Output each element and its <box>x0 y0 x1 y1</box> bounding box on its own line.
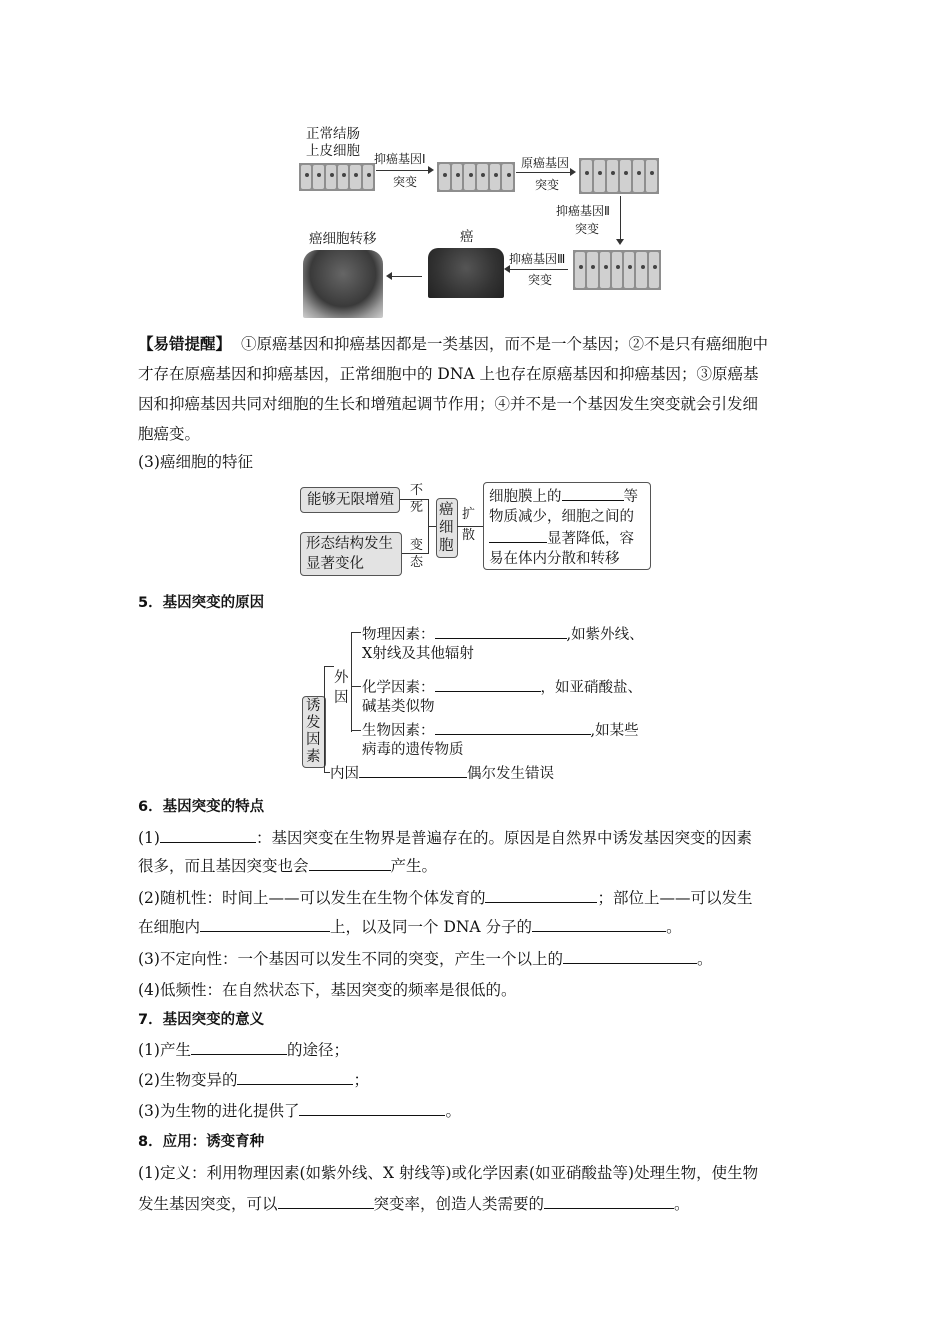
s6-l3a: (2)随机性：时间上——可以发生在生物个体发育的 <box>138 889 486 907</box>
normal-cell-label-line1: 正常结肠 <box>306 126 360 142</box>
tip-line-1 <box>138 334 768 354</box>
fill-blank[interactable] <box>278 1194 374 1209</box>
s7-l1a: (1)产生 <box>138 1041 191 1059</box>
fill-blank[interactable] <box>485 888 597 903</box>
fill-blank[interactable] <box>532 917 666 932</box>
s6-l4a: 在细胞内 <box>138 918 201 936</box>
connector-line <box>351 632 361 633</box>
root-char-2: 发 <box>306 715 321 731</box>
s7-line3 <box>138 1101 461 1121</box>
arrow-step4 <box>510 269 568 270</box>
mutated-cells-image-3 <box>573 250 661 290</box>
cancer-label: 癌 <box>460 229 474 245</box>
s8-l2b: 突变率，创造人类需要的 <box>373 1195 545 1213</box>
root-box <box>302 696 326 768</box>
tip-line-3: 因和抑癌基因共同对细胞的生长和增殖起调节作用；④并不是一个基因发生突变就会引发细 <box>138 395 759 413</box>
physical-a: 物理因素： <box>362 627 435 643</box>
feature-label-1b: 死 <box>410 500 424 515</box>
biological-b: ,如某些 <box>590 723 639 739</box>
feature-box-2-line2: 显著变化 <box>306 556 364 572</box>
feature-label-1a: 不 <box>410 483 424 498</box>
chemical-line1 <box>362 677 642 698</box>
section7-title: 7．基因突变的意义 <box>138 1012 265 1028</box>
internal-tail: 偶尔发生错误 <box>467 766 554 782</box>
s7-l1b: 的途径； <box>286 1041 349 1059</box>
arrow-head-icon <box>616 239 624 245</box>
connector-line <box>402 553 428 554</box>
connector-line <box>351 632 352 732</box>
fill-blank[interactable] <box>191 1040 287 1055</box>
s6-l4c: 。 <box>666 918 682 936</box>
cancer-features-heading: (3)癌细胞的特征 <box>138 453 253 471</box>
physical-b: ,如紫外线、 <box>566 627 644 643</box>
arrow-head-icon <box>570 168 576 176</box>
cancer-cell-center-box <box>436 498 458 558</box>
connector-line <box>428 526 436 527</box>
s8-l2a: 发生基因突变，可以 <box>138 1195 278 1213</box>
external-label <box>334 668 349 708</box>
spread-desc-1b: 等 <box>623 489 638 505</box>
s7-line1 <box>138 1040 349 1060</box>
spread-desc-3: 显著降低，容 <box>547 531 634 547</box>
fill-blank[interactable] <box>562 486 624 501</box>
s6-line3 <box>138 888 752 908</box>
s7-l3a: (3)为生物的进化提供了 <box>138 1102 300 1120</box>
step1-label: 抑癌基因Ⅰ <box>374 152 426 166</box>
s6-l2a: 很多，而且基因突变也会 <box>138 857 309 875</box>
connector-line <box>351 730 361 731</box>
fill-blank[interactable] <box>299 1101 445 1116</box>
arrow-step1 <box>376 170 431 171</box>
s6-line6: (4)低频性：在自然状态下，基因突变的频率是很低的。 <box>138 981 517 999</box>
s6-line2 <box>138 856 437 876</box>
root-char-3: 因 <box>306 732 321 748</box>
fill-blank[interactable] <box>309 856 391 871</box>
fill-blank[interactable] <box>200 917 330 932</box>
s6-l5b: 。 <box>696 950 713 968</box>
center-text <box>439 501 454 555</box>
feature-box-1-text: 能够无限增殖 <box>307 492 394 508</box>
step4-label: 抑癌基因Ⅲ <box>509 252 566 266</box>
spread-desc-line1 <box>489 486 638 507</box>
s6-l4b: 上，以及同一个 DNA 分子的 <box>330 918 533 936</box>
tip-line-2: 才存在原癌基因和抑癌基因，正常细胞中的 DNA 上也存在原癌基因和抑癌基因；③原癌基 <box>138 365 759 383</box>
tip-line-4: 胞癌变。 <box>138 425 201 443</box>
fill-blank[interactable] <box>563 949 697 964</box>
root-char-1: 诱 <box>306 698 321 714</box>
chemical-a: 化学因素： <box>362 680 435 696</box>
root-text <box>306 698 321 766</box>
fill-blank[interactable] <box>237 1070 353 1085</box>
connector-line <box>400 499 428 500</box>
feature-box-1 <box>300 487 400 513</box>
root-char-4: 素 <box>306 749 321 765</box>
fill-blank[interactable] <box>359 763 467 778</box>
internal-line <box>330 763 554 784</box>
s7-l2b: ； <box>353 1071 369 1089</box>
section6-title: 6．基因突变的特点 <box>138 799 265 815</box>
mutated-cells-image-2 <box>579 158 659 194</box>
normal-cell-label-line2: 上皮细胞 <box>306 143 360 159</box>
fill-blank[interactable] <box>544 1194 674 1209</box>
connector-line <box>351 686 361 687</box>
s6-l2b: 产生。 <box>390 857 438 875</box>
feature-label-2a: 变 <box>410 538 424 553</box>
s6-line5 <box>138 949 712 969</box>
arrow-metastasis <box>392 276 422 277</box>
chemical-line2: 碱基类似物 <box>362 699 435 715</box>
arrow-head-icon <box>504 265 510 273</box>
arrow-head-icon <box>428 166 434 174</box>
s7-l3b: 。 <box>445 1102 461 1120</box>
cancer-tumor-image <box>428 248 504 298</box>
s7-l2a: (2)生物变异的 <box>138 1071 238 1089</box>
center-char-3: 胞 <box>439 538 454 554</box>
step3-label-bottom: 突变 <box>575 222 600 236</box>
section5-title: 5．基因突变的原因 <box>138 595 265 611</box>
s6-l1a: (1) <box>138 829 160 847</box>
physical-line1 <box>362 624 644 645</box>
external-char-2: 因 <box>334 690 349 706</box>
mutated-cells-image-1 <box>437 162 515 192</box>
spread-desc-line2: 物质减少，细胞之间的 <box>489 509 634 525</box>
biological-a: 生物因素： <box>362 723 435 739</box>
spread-label <box>462 506 475 544</box>
s6-line4 <box>138 917 682 937</box>
tip-text-1: ①原癌基因和抑癌基因都是一类基因，而不是一个基因；②不是只有癌细胞中 <box>241 335 769 353</box>
fill-blank[interactable] <box>489 528 547 543</box>
arrow-head-icon <box>386 272 392 280</box>
arrow-step3 <box>620 196 621 240</box>
s6-line1 <box>138 828 752 848</box>
tip-heading: 【易错提醒】 <box>138 334 232 353</box>
internal-label: 内因 <box>330 766 359 782</box>
connector-line <box>324 666 334 667</box>
external-char-1: 外 <box>334 670 349 686</box>
section8-title: 8．应用：诱变育种 <box>138 1134 265 1150</box>
normal-cell-label <box>306 126 360 160</box>
physical-line2: X射线及其他辐射 <box>362 646 474 662</box>
spread-char-2: 散 <box>462 528 476 543</box>
connector-line <box>324 666 325 772</box>
s6-l1b: ：基因突变在生物界是普遍存在的。原因是自然界中诱发基因突变的因素 <box>255 829 752 847</box>
biological-line2: 病毒的遗传物质 <box>362 742 464 758</box>
spread-desc-line4: 易在体内分散和转移 <box>489 551 620 567</box>
feature-label-2b: 态 <box>410 555 424 570</box>
biological-line1 <box>362 720 639 741</box>
center-char-2: 细 <box>439 520 454 536</box>
spread-description-box <box>483 482 651 570</box>
feature-label-2 <box>410 537 423 571</box>
step3-label: 抑癌基因Ⅱ <box>556 204 610 218</box>
metastasis-label: 癌细胞转移 <box>309 231 377 247</box>
step1-label-bottom: 突变 <box>393 175 418 189</box>
fill-blank[interactable] <box>435 624 567 639</box>
arrow-step2 <box>516 172 572 173</box>
s8-l2c: 。 <box>674 1195 690 1213</box>
normal-cells-image <box>299 163 375 191</box>
metastasis-image <box>303 250 383 318</box>
fill-blank[interactable] <box>435 720 591 735</box>
feature-box-2-line1: 形态结构发生 <box>306 536 393 552</box>
step2-label: 原癌基因 <box>521 156 570 170</box>
chemical-b: ，如亚硝酸盐、 <box>540 680 642 696</box>
s6-l5a: (3)不定向性：一个基因可以发生不同的突变，产生一个以上的 <box>138 950 563 968</box>
step2-label-bottom: 突变 <box>535 178 560 192</box>
s6-l3b: ；部位上——可以发生 <box>597 889 753 907</box>
s8-line2 <box>138 1194 690 1214</box>
spread-desc-line3 <box>489 528 634 549</box>
s7-line2 <box>138 1070 369 1090</box>
fill-blank[interactable] <box>160 828 256 843</box>
s8-line1: (1)定义：利用物理因素(如紫外线、X 射线等)或化学因素(如亚硝酸盐等)处理生物，使生物 <box>138 1164 759 1182</box>
spread-char-1: 扩 <box>462 507 476 522</box>
step4-label-bottom: 突变 <box>528 273 553 287</box>
spread-desc-1a: 细胞膜上的 <box>489 489 562 505</box>
feature-box-2 <box>300 532 402 576</box>
fill-blank[interactable] <box>435 677 541 692</box>
center-char-1: 癌 <box>439 502 454 518</box>
